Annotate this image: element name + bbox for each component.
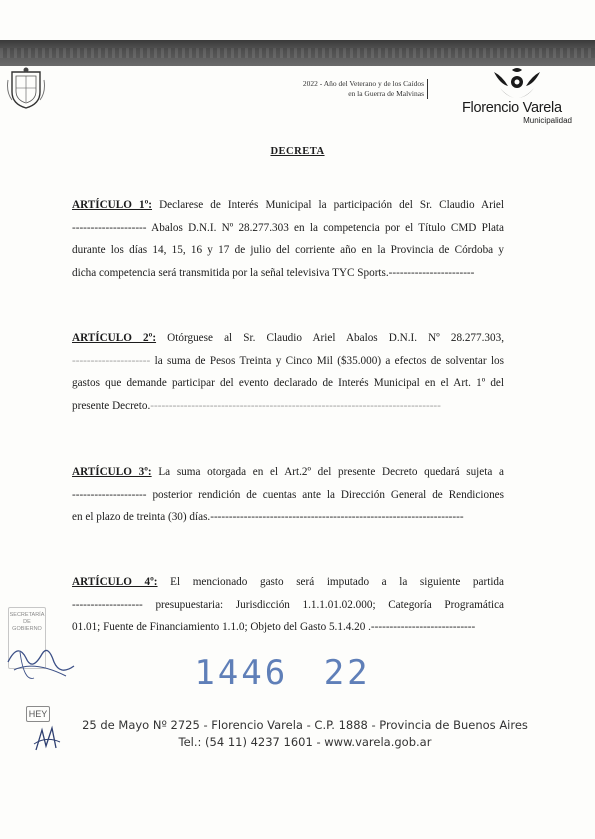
article-line: gastos que demande participar del evento declarado de Interés Municipal en el Art. 1º del <box>72 377 504 389</box>
brand-subtitle: Municipalidad <box>523 116 572 125</box>
article-line: ARTÍCULO 1º: Declarese de Interés Municipal la participación del Sr. Claudio Ariel <box>72 199 504 211</box>
article-label: ARTÍCULO 4º: <box>72 576 158 588</box>
footer-address <box>60 717 550 751</box>
article-line: ARTÍCULO 4º: El mencionado gasto será imputado a la siguiente partida <box>72 576 504 588</box>
article-3 <box>72 461 504 529</box>
year-motto <box>268 79 428 99</box>
initials-signature-icon <box>32 724 62 754</box>
brand-name: Florencio Varela <box>462 100 562 116</box>
decree-number: 1446 <box>194 653 289 693</box>
scan-band-texture <box>0 48 595 58</box>
article-2 <box>72 327 504 417</box>
year-motto-line1: 2022 - Año del Veterano y de los Caídos <box>302 79 424 88</box>
initials-box: HEY <box>26 706 50 722</box>
article-line: en el plazo de treinta (30) días.-------------------------------------------------------------------- <box>72 511 464 523</box>
decree-year: 22 <box>323 653 371 693</box>
fill-dashes: --------------------- <box>72 354 151 367</box>
article-line: ARTÍCULO 3º: La suma otorgada en el Art.2º del presente Decreto quedará sujeta a <box>72 466 504 478</box>
footer-line2: Tel.: (54 11) 4237 1601 - www.varela.gob.ar <box>178 735 432 749</box>
article-line: ARTÍCULO 2º: Otórguese al Sr. Claudio Ariel Abalos D.N.I. Nº 28.277.303, <box>72 332 504 344</box>
decree-heading-text: DECRETA <box>270 146 325 157</box>
article-line: -------------------- Abalos D.N.I. Nº 28.277.303 en la competencia por el Título CMD Plata <box>72 221 504 234</box>
article-line: 01.01; Fuente de Financiamiento 1.1.0; Objeto del Gasto 5.1.4.20 .---------------------------- <box>72 621 476 633</box>
article-line: -------------------- posterior rendición de cuentas ante la Dirección General de Rendiciones <box>72 488 504 501</box>
article-line: presente Decreto.------------------------------------------------------------------------------ <box>72 399 441 412</box>
article-line: dicha competencia será transmitida por la señal televisiva TYC Sports.----------------------- <box>72 266 475 279</box>
article-4 <box>72 571 504 639</box>
fill-dashes: ------------------------------------------------------------------------------ <box>150 399 441 412</box>
article-line: ------------------- presupuestaria: Jurisdicción 1.1.1.01.02.000; Categoría Programática <box>72 598 504 611</box>
article-label: ARTÍCULO 1º: <box>72 199 153 211</box>
decree-heading <box>0 141 595 159</box>
year-motto-line2: en la Guerra de Malvinas <box>348 89 424 98</box>
article-line: --------------------- la suma de Pesos Treinta y Cinco Mil ($35.000) a efectos de solventar los <box>72 354 504 367</box>
secretaria-stamp: SECRETARÍA DE GOBIERNO <box>8 607 46 669</box>
footer-line1: 25 de Mayo Nº 2725 - Florencio Varela - C.P. 1888 - Provincia de Buenos Aires <box>82 718 528 732</box>
article-label: ARTÍCULO 3º: <box>72 466 152 478</box>
article-label: ARTÍCULO 2º: <box>72 332 157 344</box>
article-line: durante los días 14, 15, 16 y 17 de julio del corriente año en la Provincia de Córdoba y <box>72 244 504 256</box>
florencio-varela-logo-icon <box>490 68 544 104</box>
article-1 <box>72 194 504 284</box>
municipal-seal-icon <box>6 66 46 110</box>
decree-number-stamp <box>0 653 565 693</box>
